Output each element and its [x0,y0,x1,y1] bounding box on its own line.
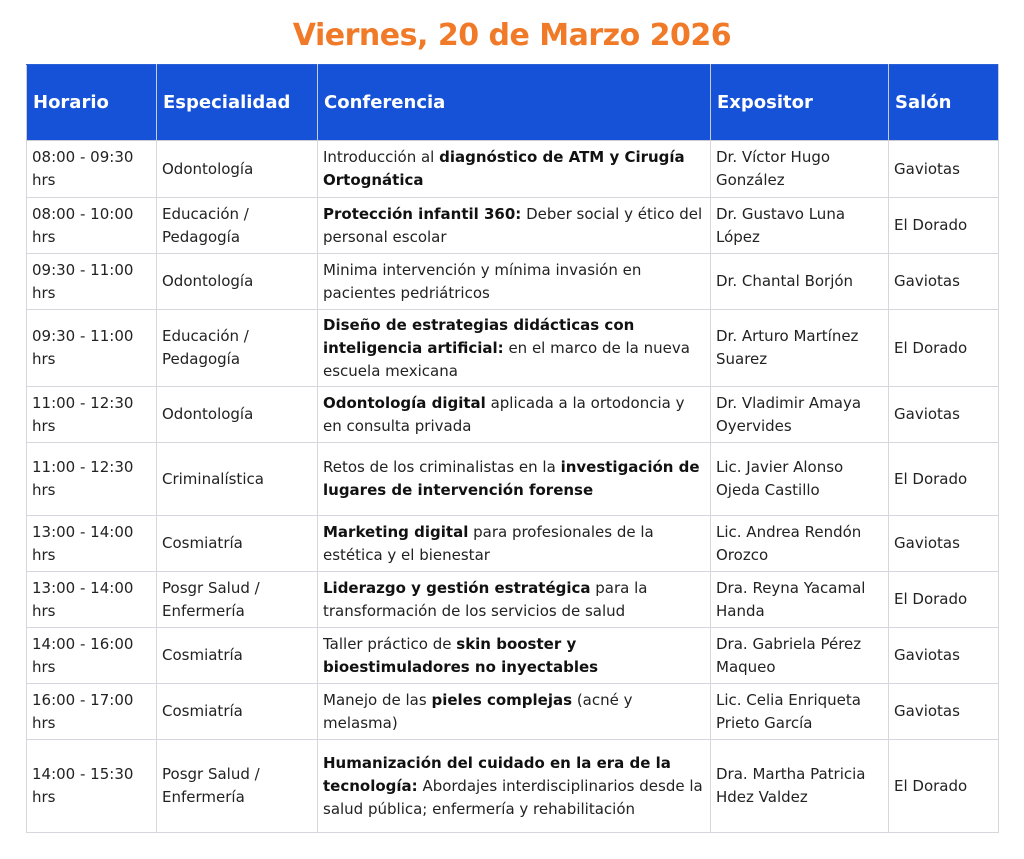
cell-conferencia [318,141,711,198]
cell-salon: El Dorado [889,198,999,254]
cell-especialidad: Odontología [157,387,318,443]
conferencia-bold-text: Liderazgo y gestión estratégica [323,578,591,597]
cell-conferencia [318,443,711,516]
cell-salon: El Dorado [889,310,999,387]
page-title: Viernes, 20 de Marzo 2026 [292,18,732,53]
cell-expositor: Lic. Andrea Rendón Orozco [711,516,889,572]
table-row [27,387,999,443]
conferencia-text: para profesionales de la estética y el bienestar [323,522,654,564]
cell-horario: 16:00 - 17:00 hrs [27,684,157,740]
conferencia-bold-text: skin booster y bioestimuladores no inyectables [323,634,599,676]
cell-expositor: Dra. Gabriela Pérez Maqueo [711,628,889,684]
cell-conferencia [318,684,711,740]
cell-salon: Gaviotas [889,516,999,572]
conferencia-bold-text: investigación de lugares de intervención forense [323,458,700,499]
conferencia-bold-text: Humanización del cuidado en la era de la tecnología: [323,753,671,795]
table-row [27,310,999,387]
cell-conferencia [318,572,711,628]
cell-especialidad: Posgr Salud / Enfermería [157,740,318,833]
cell-expositor: Dr. Vladimir Amaya Oyervides [711,387,889,443]
cell-horario: 09:30 - 11:00 hrs [27,310,157,387]
cell-horario: 13:00 - 14:00 hrs [27,572,157,628]
header-especialidad: Especialidad [157,65,318,141]
cell-especialidad: Educación / Pedagogía [157,310,318,387]
conferencia-text: Minima intervención y mínima invasión en pacientes pedriátricos [323,260,642,302]
header-salon: Salón [889,65,999,141]
table-row [27,198,999,254]
cell-especialidad: Cosmiatría [157,516,318,572]
cell-expositor: Dra. Martha Patricia Hdez Valdez [711,740,889,833]
cell-especialidad: Criminalística [157,443,318,516]
conferencia-text: Manejo de las [323,690,432,709]
cell-salon: Gaviotas [889,254,999,310]
cell-salon: Gaviotas [889,684,999,740]
cell-horario: 14:00 - 16:00 hrs [27,628,157,684]
cell-salon: Gaviotas [889,628,999,684]
cell-salon: El Dorado [889,443,999,516]
conferencia-text: para la transformación de los servicios de salud [323,578,648,620]
cell-conferencia [318,387,711,443]
cell-salon: El Dorado [889,740,999,833]
table-row [27,141,999,198]
conferencia-text: (acné y melasma) [323,690,633,732]
conferencia-text: Retos de los criminalistas en la [323,458,561,476]
cell-especialidad: Educación / Pedagogía [157,198,318,254]
cell-especialidad: Odontología [157,141,318,198]
cell-especialidad: Posgr Salud / Enfermería [157,572,318,628]
schedule-table [26,64,999,833]
header-row [27,65,999,141]
cell-horario: 11:00 - 12:30 hrs [27,443,157,516]
cell-expositor: Dr. Víctor Hugo González [711,141,889,198]
cell-expositor: Dra. Reyna Yacamal Handa [711,572,889,628]
cell-conferencia [318,516,711,572]
cell-horario: 13:00 - 14:00 hrs [27,516,157,572]
cell-especialidad: Odontología [157,254,318,310]
table-row [27,443,999,516]
conferencia-bold-text: Odontología digital [323,393,486,412]
cell-especialidad: Cosmiatría [157,684,318,740]
conferencia-text: en el marco de la nueva escuela mexicana [323,338,690,380]
cell-expositor: Dr. Arturo Martínez Suarez [711,310,889,387]
conferencia-text: Abordajes interdisciplinarios desde la salud pública; enfermería y rehabilitación [323,776,703,818]
table-row [27,572,999,628]
conferencia-text: Introducción al [323,148,440,166]
schedule-body [27,141,999,833]
cell-salon: El Dorado [889,572,999,628]
cell-conferencia [318,254,711,310]
cell-expositor: Dr. Chantal Borjón [711,254,889,310]
cell-horario: 09:30 - 11:00 hrs [27,254,157,310]
cell-expositor: Lic. Javier Alonso Ojeda Castillo [711,443,889,516]
cell-salon: Gaviotas [889,387,999,443]
conferencia-bold-text: Diseño de estrategias didácticas con inteligencia artificial: [323,315,635,357]
cell-conferencia [318,628,711,684]
conferencia-text: aplicada a la ortodoncia y en consulta privada [323,393,685,435]
cell-salon: Gaviotas [889,141,999,198]
table-row [27,684,999,740]
conferencia-bold-text: diagnóstico de ATM y Cirugía Ortognática [323,148,685,189]
header-expositor: Expositor [711,65,889,141]
cell-horario: 08:00 - 10:00 hrs [27,198,157,254]
cell-expositor: Dr. Gustavo Luna López [711,198,889,254]
cell-horario: 11:00 - 12:30 hrs [27,387,157,443]
cell-horario: 14:00 - 15:30 hrs [27,740,157,833]
header-horario: Horario [27,65,157,141]
cell-horario: 08:00 - 09:30 hrs [27,141,157,198]
cell-especialidad: Cosmiatría [157,628,318,684]
conferencia-bold-text: pieles complejas [431,690,573,709]
cell-conferencia [318,198,711,254]
conferencia-bold-text: Protección infantil 360: [323,204,522,223]
conferencia-bold-text: Marketing digital [323,522,469,541]
cell-conferencia [318,310,711,387]
conferencia-text: Taller práctico de [323,634,457,653]
table-row [27,254,999,310]
cell-expositor: Lic. Celia Enriqueta Prieto García [711,684,889,740]
table-row [27,740,999,833]
conferencia-text: Deber social y ético del personal escolar [323,204,703,246]
cell-conferencia [318,740,711,833]
header-conferencia: Conferencia [318,65,711,141]
table-row [27,628,999,684]
table-row [27,516,999,572]
